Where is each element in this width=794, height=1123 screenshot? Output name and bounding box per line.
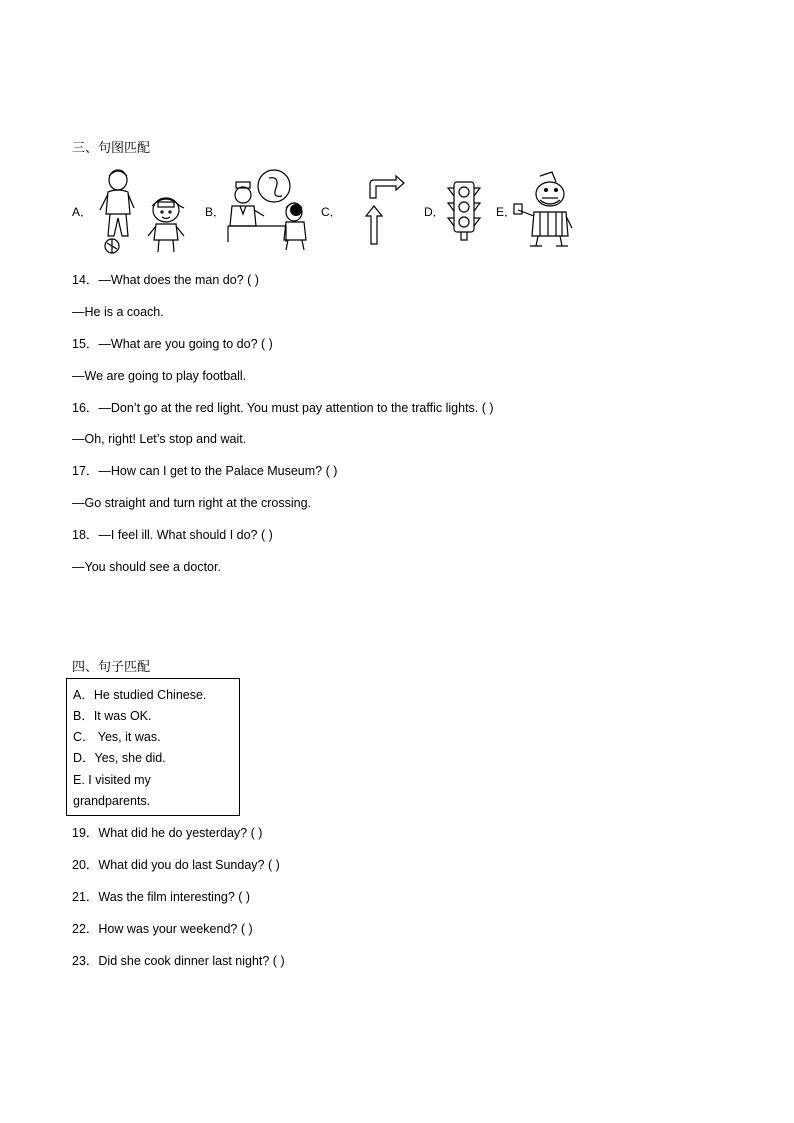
picture-label-b: B．: [205, 205, 226, 219]
answer-16: —Oh, right! Let’s stop and wait.: [72, 432, 247, 446]
picture-label-c: C．: [321, 205, 342, 219]
option-b: B．It was OK.: [73, 709, 152, 723]
question-19: 19．What did he do yesterday? ( ): [72, 826, 263, 840]
option-e-continued: grandparents.: [73, 794, 151, 808]
question-16: 16．—Don’t go at the red light. You must pay attention to the traffic lights. ( ): [72, 401, 494, 415]
referee-icon: [512, 170, 578, 250]
picture-label-e: E．: [496, 205, 517, 219]
question-18: 18．—I feel ill. What should I do? ( ): [72, 528, 273, 542]
question-22: 22．How was your weekend? ( ): [72, 922, 253, 936]
answer-18: —You should see a doctor.: [72, 560, 221, 574]
question-14: 14．—What does the man do? ( ): [72, 273, 259, 287]
doctor-icon: [224, 168, 314, 252]
question-23: 23．Did she cook dinner last night? ( ): [72, 954, 285, 968]
answer-15: —We are going to play football.: [72, 369, 247, 383]
section-4-title: 四、句子匹配: [72, 659, 151, 674]
option-a: A．He studied Chinese.: [73, 688, 207, 702]
section-3-title: 三、句图匹配: [72, 140, 151, 155]
turn-right-arrow-icon: [362, 172, 408, 248]
option-d: D．Yes, she did.: [73, 751, 166, 765]
options-box: [66, 678, 240, 816]
answer-17: —Go straight and turn right at the crossing.: [72, 496, 312, 510]
question-15: 15．—What are you going to do? ( ): [72, 337, 273, 351]
traffic-light-icon: [444, 180, 484, 242]
question-21: 21．Was the film interesting? ( ): [72, 890, 251, 904]
coach-and-kids-icon: [92, 166, 196, 256]
option-c: C． Yes, it was.: [73, 730, 161, 744]
option-e: E. I visited my: [73, 773, 151, 787]
question-20: 20．What did you do last Sunday? ( ): [72, 858, 280, 872]
question-17: 17．—How can I get to the Palace Museum? ( ): [72, 464, 338, 478]
picture-label-a: A．: [72, 205, 93, 219]
answer-14: —He is a coach.: [72, 305, 164, 319]
picture-label-d: D．: [424, 205, 445, 219]
